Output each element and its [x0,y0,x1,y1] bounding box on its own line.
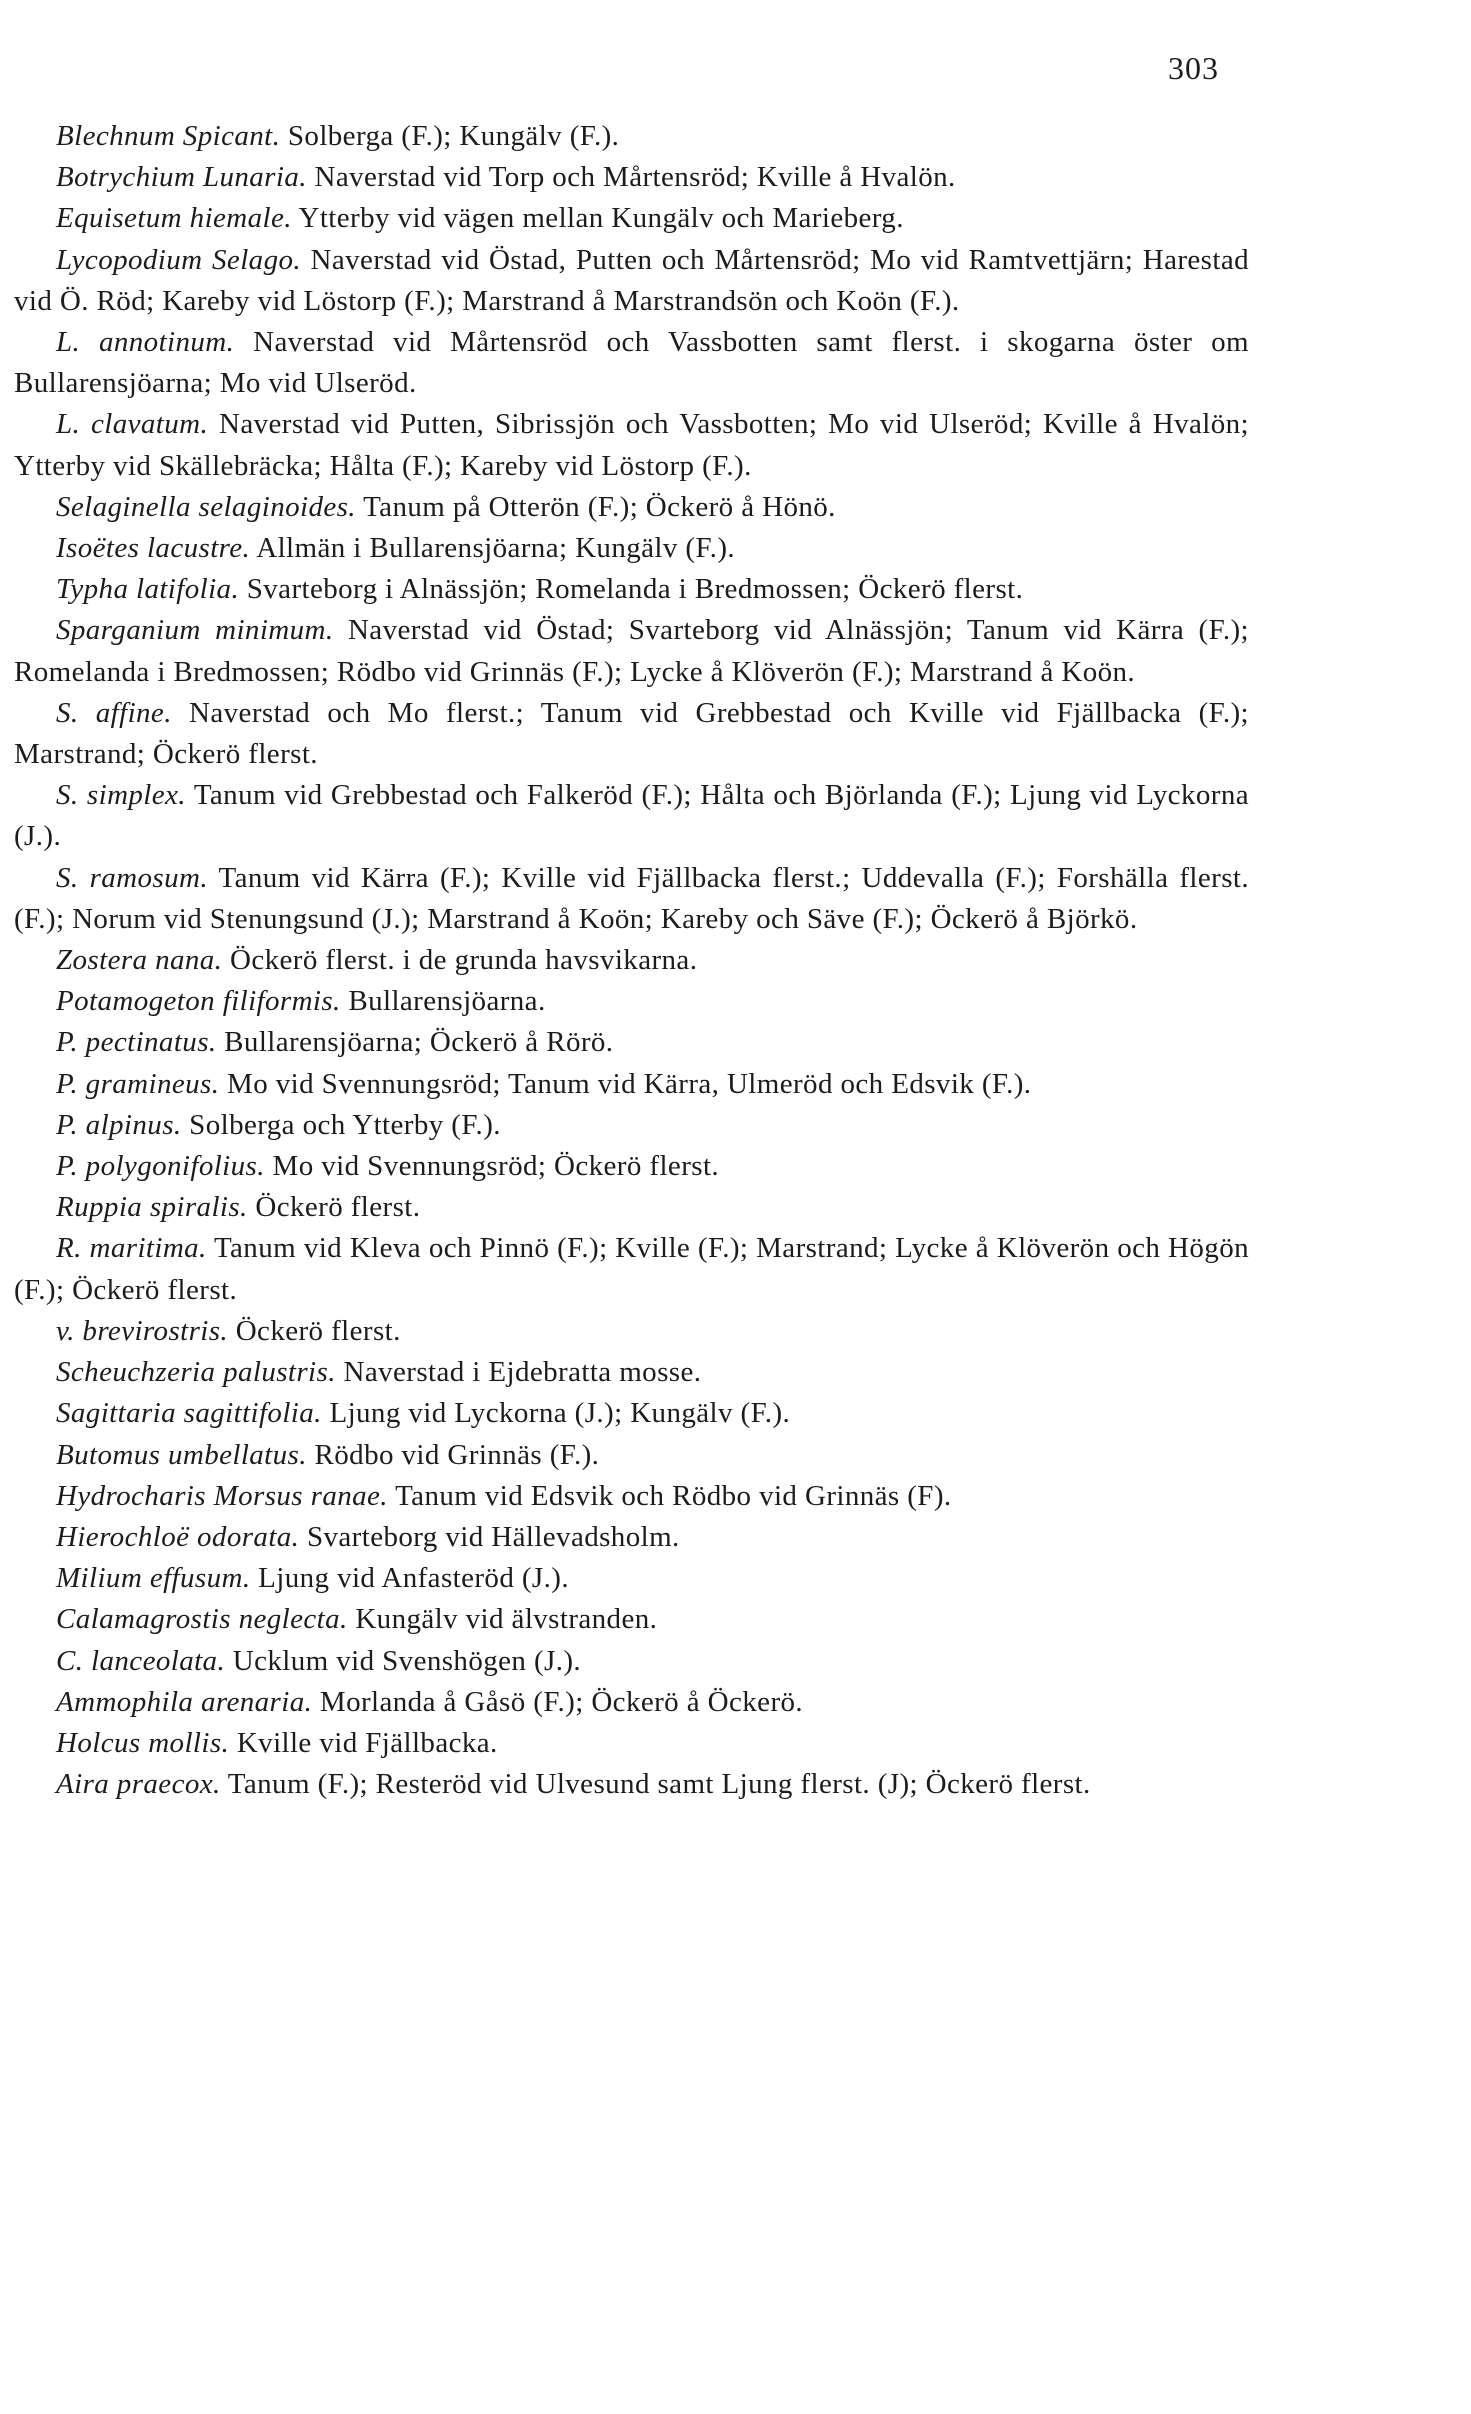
locality-text: Bullarensjöarna. [340,985,546,1018]
locality-text: Tanum på Otterön (F.); Öckerö å Hönö. [355,490,836,523]
species-entry [14,528,1249,569]
species-name: P. alpinus. [56,1108,182,1141]
species-entry [14,1311,1249,1352]
species-entry [14,1187,1249,1228]
locality-text: Naverstad vid Putten, Sibrissjön och Vassbotten; Mo vid Ulseröd; Kville å Hvalön; Ytterby vid Skällebräcka; Hålta (F.); Kareby vid Löstorp (F.). [14,408,1250,482]
species-name: P. polygonifolius. [56,1150,265,1183]
species-entry [14,1146,1249,1187]
species-name: Potamogeton filiformis. [56,985,341,1018]
species-name: Scheuchzeria palustris. [56,1356,336,1389]
species-entry [14,569,1249,610]
locality-text: Kungälv vid älvstranden. [347,1603,658,1636]
species-name: Calamagrostis neglecta. [56,1603,348,1636]
locality-text: Öckerö flerst. i de grunda havsvikarna. [222,944,698,977]
locality-text: Naverstad och Mo flerst.; Tanum vid Grebbestad och Kville vid Fjällbacka (F.); Marstrand; Öckerö flerst. [14,696,1249,771]
species-entry [14,981,1249,1022]
locality-text: Svarteborg vid Hällevadsholm. [299,1520,680,1553]
species-entry [14,1352,1249,1393]
species-entry [14,1682,1249,1723]
species-name: Hierochloë odorata. [56,1520,300,1553]
locality-text: Allmän i Bullarensjöarna; Kungälv (F.). [250,532,736,565]
locality-text: Tanum vid Grebbestad och Falkeröd (F.); Hålta och Björlanda (F.); Ljung vid Lyckorna (J.). [14,779,1249,853]
species-name: Ammophila arenaria. [56,1685,313,1718]
species-entry [14,157,1249,198]
species-name: P. pectinatus. [56,1026,217,1059]
species-entry [14,1641,1249,1682]
species-entry [14,1599,1249,1640]
species-name: P. gramineus. [56,1067,220,1100]
species-entry [14,240,1249,322]
locality-text: Naverstad vid Östad, Putten och Mårtensröd; Mo vid Ramtvettjärn; Harestad vid Ö. Röd; Kareby vid Löstorp (F.); Marstrand å Marstrandsön och Koön (F.). [14,243,1249,317]
species-entry [14,693,1249,775]
species-name: Milium effusum. [56,1562,251,1595]
locality-text: Rödbo vid Grinnäs (F.). [306,1438,600,1471]
locality-text: Mo vid Svennungsröd; Öckerö flerst. [264,1150,720,1183]
species-entry [14,1064,1249,1105]
locality-text: Tanum (F.); Resteröd vid Ulvesund samt Ljung flerst. (J); Öckerö flerst. [220,1768,1091,1801]
locality-text: Kville vid Fjällbacka. [229,1726,498,1759]
species-entry [14,610,1249,692]
species-list [14,116,1249,1805]
species-name: Ruppia spiralis. [56,1191,248,1224]
species-name: v. brevirostris. [56,1314,229,1347]
species-name: L. annotinum. [56,326,235,359]
locality-text: Ljung vid Anfasteröd (J.). [250,1562,569,1595]
species-name: Sparganium minimum. [56,614,334,647]
species-entry [14,775,1249,857]
locality-text: Öckerö flerst. [228,1314,401,1347]
page-number: 303 [1168,50,1219,86]
species-name: Equisetum hiemale. [56,202,292,235]
species-entry [14,1393,1249,1434]
species-name: Selaginella selaginoides. [56,490,356,523]
locality-text: Morlanda å Gåsö (F.); Öckerö å Öckerö. [312,1685,804,1718]
species-entry [14,1476,1249,1517]
species-entry [14,487,1249,528]
locality-text: Tanum vid Edsvik och Rödbo vid Grinnäs (F). [387,1479,952,1512]
locality-text: Solberga (F.); Kungälv (F.). [280,120,620,152]
locality-text: Ljung vid Lyckorna (J.); Kungälv (F.). [321,1397,791,1430]
species-entry [14,1105,1249,1146]
species-name: Lycopodium Selago. [56,243,302,276]
locality-text: Tanum vid Kleva och Pinnö (F.); Kville (F.); Marstrand; Lycke å Klöverön och Högön (F.); Öckerö flerst. [14,1232,1249,1306]
locality-text: Tanum vid Kärra (F.); Kville vid Fjällbacka flerst.; Uddevalla (F.); Forshälla flerst. (F.); Norum vid Stenungsund (J.); Marstrand å Koön; Kareby och Säve (F.); Öckerö å Björkö. [14,861,1250,935]
species-name: Blechnum Spicant. [56,120,281,152]
species-entry [14,198,1249,239]
species-name: Zostera nana. [56,944,223,977]
locality-text: Svarteborg i Alnässjön; Romelanda i Bredmossen; Öckerö flerst. [239,573,1024,606]
species-entry [14,1517,1249,1558]
species-entry [14,940,1249,981]
locality-text: Mo vid Svennungsröd; Tanum vid Kärra, Ulmeröd och Edsvik (F.). [219,1067,1032,1100]
species-name: C. lanceolata. [56,1644,226,1677]
locality-text: Bullarensjöarna; Öckerö å Rörö. [216,1026,614,1059]
species-entry [14,1723,1249,1764]
locality-text: Naverstad i Ejdebratta mosse. [335,1356,702,1389]
species-name: Botrychium Lunaria. [56,161,307,194]
locality-text: Ytterby vid vägen mellan Kungälv och Marieberg. [291,202,904,235]
species-entry [14,1228,1249,1310]
species-name: Holcus mollis. [56,1726,230,1759]
species-entry [14,404,1249,486]
species-entry [14,858,1249,940]
locality-text: Naverstad vid Torp och Mårtensröd; Kville å Hvalön. [306,161,956,194]
species-name: S. ramosum. [56,861,208,894]
species-name: L. clavatum. [56,408,209,441]
species-name: Aira praecox. [56,1768,221,1801]
species-name: R. maritima. [56,1232,207,1265]
locality-text: Solberga och Ytterby (F.). [181,1108,501,1141]
species-name: Isoëtes lacustre. [56,532,251,565]
species-name: Typha latifolia. [56,573,240,606]
locality-text: Naverstad vid Östad; Svarteborg vid Alnässjön; Tanum vid Kärra (F.); Romelanda i Bredmossen; Rödbo vid Grinnäs (F.); Lycke å Klöverön (F.); Marstrand å Koön. [14,614,1249,688]
species-entry [14,116,1249,157]
species-entry [14,1435,1249,1476]
species-name: S. simplex. [56,779,186,812]
locality-text: Naverstad vid Mårtensröd och Vassbotten samt flerst. i skogarna öster om Bullarensjöarna; Mo vid Ulseröd. [14,326,1249,400]
species-entry [14,1764,1249,1805]
locality-text: Öckerö flerst. [247,1191,421,1224]
species-name: Sagittaria sagittifolia. [56,1397,322,1430]
species-name: Hydrocharis Morsus ranae. [56,1479,388,1512]
species-entry [14,1022,1249,1063]
locality-text: Ucklum vid Svenshögen (J.). [225,1644,582,1677]
species-name: S. affine. [56,696,172,729]
species-entry [14,1558,1249,1599]
species-name: Butomus umbellatus. [56,1438,307,1471]
species-entry [14,322,1249,404]
